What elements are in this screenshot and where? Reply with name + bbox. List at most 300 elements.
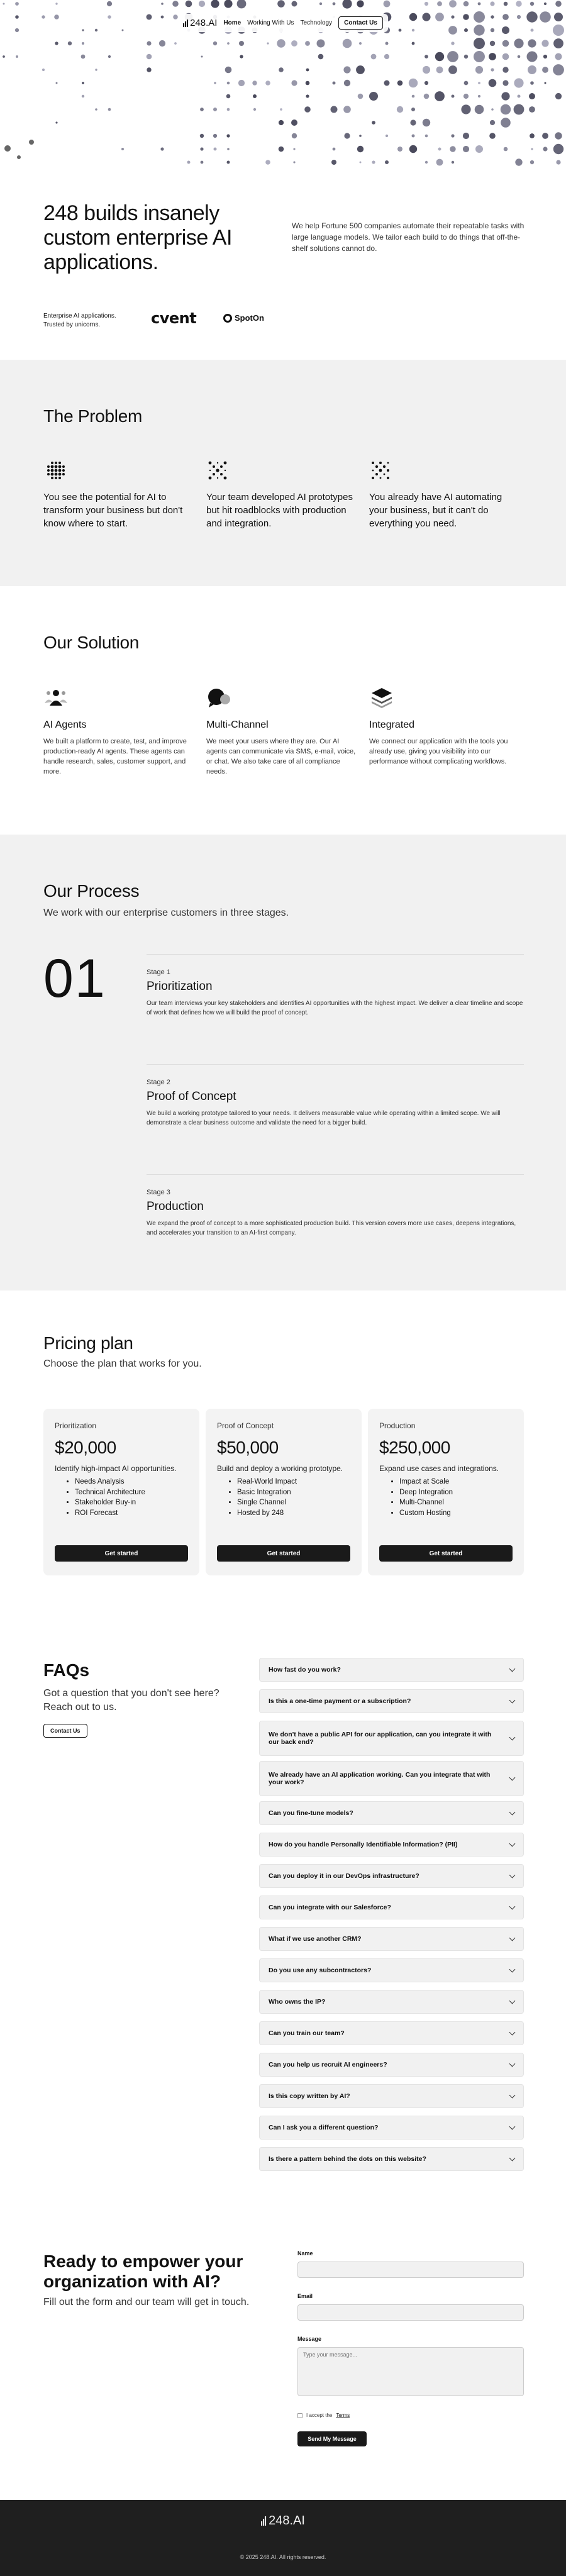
pattern-dot <box>424 94 430 99</box>
pattern-dot <box>502 53 509 60</box>
stage-title: Production <box>147 1200 204 1213</box>
plan-feature: • Technical Architecture <box>75 1487 188 1498</box>
pattern-dot <box>82 95 84 97</box>
pattern-dot <box>490 120 495 125</box>
pattern-dot <box>540 11 551 23</box>
nav-contact-button[interactable]: Contact Us <box>338 16 383 30</box>
pattern-dot <box>409 79 418 87</box>
agents-icon <box>43 687 197 708</box>
terms-checkbox[interactable] <box>297 2413 302 2418</box>
plan-description: Build and deploy a working prototype. <box>217 1464 343 1473</box>
pattern-dot <box>514 38 523 48</box>
pattern-dot <box>543 55 547 58</box>
spoton-icon <box>223 314 232 323</box>
plan-description: Identify high-impact AI opportunities. <box>55 1464 177 1473</box>
faq-question: Can I ask you a different question? <box>269 2124 379 2131</box>
pattern-dot <box>529 93 535 99</box>
faq-item[interactable] <box>259 1864 524 1888</box>
pattern-dot <box>555 93 562 99</box>
pattern-dot <box>543 147 547 151</box>
pricing-card <box>206 1409 362 1575</box>
pattern-dot <box>108 15 111 19</box>
pattern-dot <box>214 82 216 84</box>
problem-text: You see the potential for AI to transform your business but don't know where to start. <box>43 492 183 529</box>
pattern-dot <box>226 134 230 137</box>
chevron-down-icon <box>509 2061 516 2067</box>
pattern-dot <box>68 42 72 45</box>
pattern-dot <box>555 1 562 7</box>
pattern-dot <box>501 104 511 114</box>
pattern-dot <box>555 53 562 60</box>
pricing-subtitle: Choose the plan that works for you. <box>43 1358 202 1369</box>
solution-item-title: Integrated <box>369 719 415 730</box>
pattern-dot <box>530 2 534 6</box>
pattern-dot <box>491 68 494 71</box>
faq-question: Can you deploy it in our DevOps infrastructure? <box>269 1872 419 1880</box>
pattern-dot <box>213 134 217 138</box>
pattern-dot <box>317 40 325 48</box>
contact-intro <box>43 2251 257 2308</box>
pattern-dot <box>475 145 483 153</box>
pattern-dot <box>463 1 469 7</box>
pattern-dot <box>81 55 86 59</box>
pattern-dot <box>435 13 444 21</box>
chevron-down-icon <box>509 1998 516 2004</box>
nav-working-with-us[interactable]: Working With Us <box>247 19 294 26</box>
pattern-dot <box>267 42 269 44</box>
faq-item[interactable] <box>259 1801 524 1825</box>
stage-label: Stage 1 <box>147 969 170 976</box>
plan-description: Expand use cases and integrations. <box>379 1464 499 1473</box>
pattern-dot <box>318 54 324 60</box>
pattern-dot <box>478 95 480 97</box>
plan-feature: • ROI Forecast <box>75 1508 188 1519</box>
plan-feature: • Multi-Channel <box>399 1497 513 1508</box>
pattern-dot <box>514 104 524 115</box>
stage-number: 01 <box>43 948 106 1009</box>
pattern-dot <box>280 108 282 111</box>
get-started-button[interactable]: Get started <box>55 1545 188 1562</box>
pattern-dot <box>3 55 5 58</box>
faq-title: FAQs <box>43 1660 90 1680</box>
faq-item[interactable] <box>259 2053 524 2077</box>
pattern-dot <box>423 66 430 74</box>
pattern-dot <box>15 2 19 6</box>
pattern-dot <box>531 29 534 32</box>
pattern-dot <box>201 56 203 58</box>
pattern-dot <box>227 161 230 164</box>
solution-item-text: We meet your users where they are. Our AI agents can communicate via SMS, e-mail, voice, or chat. We also take care of all compliance needs. <box>206 738 356 775</box>
footer-logo-text: 248.AI <box>269 2514 305 2528</box>
pattern-dot <box>293 148 295 150</box>
pattern-dot <box>384 80 390 86</box>
pattern-dot <box>199 1 205 7</box>
pattern-dot <box>531 148 533 150</box>
stage-item <box>147 1174 524 1238</box>
pattern-dot <box>213 108 217 111</box>
pattern-dot <box>475 105 484 114</box>
pattern-dot <box>16 55 18 58</box>
pattern-dot <box>306 94 309 97</box>
faq-question: Can you help us recruit AI engineers? <box>269 2061 387 2068</box>
pattern-dot <box>82 29 84 31</box>
plan-feature: • Single Channel <box>237 1497 350 1508</box>
solution-item-text: We built a platform to create, test, and improve production-ready AI agents. These agents can handle research, sales, customer support, and more. <box>43 738 187 775</box>
pattern-dot <box>161 3 164 5</box>
plan-price: $250,000 <box>379 1438 450 1457</box>
faq-item[interactable] <box>259 2021 524 2045</box>
pattern-dot <box>530 81 534 85</box>
pattern-dot <box>293 161 295 163</box>
pattern-dot <box>357 0 363 7</box>
faq-item[interactable] <box>259 1958 524 1982</box>
trusted-text: Enterprise AI applications. Trusted by unicorns. <box>43 313 116 328</box>
pattern-dot <box>542 67 548 73</box>
faq-item[interactable] <box>259 1990 524 2014</box>
pattern-dot <box>253 108 256 111</box>
pattern-dot <box>425 55 428 58</box>
pricing-card <box>368 1409 524 1575</box>
pattern-dot <box>42 69 45 71</box>
pattern-dot <box>356 65 365 74</box>
faq-question: We already have an AI application working. Can you integrate that with your work? <box>269 1771 491 1786</box>
problem-section <box>0 360 566 586</box>
pattern-dot <box>502 80 508 86</box>
problem-text: You already have AI automating your business, but it can't do everything you need. <box>369 492 502 529</box>
pattern-dot <box>438 148 441 151</box>
footer <box>0 2500 566 2576</box>
pattern-dot <box>451 15 454 18</box>
pattern-dot <box>279 67 284 72</box>
pattern-dot <box>412 42 415 45</box>
faq-question: Can you integrate with our Salesforce? <box>269 1904 391 1911</box>
pattern-dot <box>463 14 469 20</box>
pattern-dot <box>502 14 509 20</box>
pattern-dot <box>528 39 536 47</box>
pattern-dot <box>55 42 58 45</box>
faq-question: Can you fine-tune models? <box>269 1809 353 1817</box>
pattern-dot <box>214 148 217 151</box>
pattern-dot <box>478 82 480 84</box>
faq-item[interactable] <box>259 2147 524 2171</box>
pattern-dot <box>173 14 178 19</box>
pattern-dot <box>425 2 428 6</box>
pattern-dot <box>17 155 21 159</box>
pattern-dot <box>553 38 563 48</box>
pattern-dot <box>343 39 352 48</box>
terms-link[interactable]: Terms <box>336 2412 350 2418</box>
pattern-dot <box>54 14 59 19</box>
top-nav <box>178 14 388 32</box>
pattern-dot <box>147 41 151 45</box>
pricing-title: Pricing plan <box>43 1333 133 1353</box>
pattern-dot <box>291 40 297 47</box>
faq-question: Can you train our team? <box>269 2029 345 2037</box>
contact-title: Ready to empower your organization with AI? <box>43 2251 243 2292</box>
pattern-dot <box>344 80 350 86</box>
x-dots-icon <box>206 460 357 482</box>
pattern-dot <box>553 64 564 75</box>
faq-item[interactable] <box>259 1896 524 1919</box>
pattern-dot <box>292 1 297 7</box>
pattern-dot <box>331 106 338 113</box>
pattern-dot <box>371 54 377 60</box>
pattern-dot <box>409 145 417 153</box>
pattern-dot <box>55 3 57 4</box>
process-subtitle: We work with our enterprise customers in three stages. <box>43 908 289 918</box>
pattern-dot <box>448 26 457 35</box>
pattern-dot <box>449 0 457 8</box>
pattern-dot <box>436 159 443 166</box>
pattern-dot <box>385 160 389 164</box>
plan-features <box>55 1477 188 1519</box>
pattern-dot <box>386 135 388 137</box>
chevron-down-icon <box>509 1735 516 1741</box>
pattern-dot <box>489 53 496 60</box>
pattern-dot <box>343 66 350 73</box>
pattern-dot <box>474 25 484 35</box>
pattern-dot <box>463 133 469 139</box>
solution-item <box>369 687 523 767</box>
email-label: Email <box>297 2293 313 2299</box>
email-field[interactable] <box>297 2304 524 2321</box>
pattern-dot <box>491 15 494 18</box>
pattern-dot <box>553 144 563 154</box>
pricing-card <box>43 1409 199 1575</box>
pattern-dot <box>186 1 192 8</box>
nav-technology[interactable]: Technology <box>300 19 333 26</box>
solution-item-text: We connect our application with the tools you already use, giving you visibility into our performance without complicating workflows. <box>369 738 508 765</box>
pattern-dot <box>3 3 5 5</box>
pattern-dot <box>82 42 84 45</box>
pattern-dot <box>252 80 257 85</box>
footer-logo[interactable] <box>261 2514 305 2528</box>
get-started-button[interactable]: Get started <box>379 1545 513 1562</box>
contact-subtitle: Fill out the form and our team will get in touch. <box>43 2297 250 2308</box>
pattern-dot <box>436 67 443 74</box>
pattern-dot <box>515 158 522 165</box>
pattern-dot <box>530 133 535 138</box>
pattern-dot <box>360 162 362 164</box>
pattern-dot <box>291 119 297 126</box>
faq-item[interactable] <box>259 1658 524 1682</box>
pattern-dot <box>528 65 536 74</box>
pattern-dot <box>490 1 494 6</box>
stage-item <box>147 1064 524 1128</box>
pattern-dot <box>161 16 164 19</box>
pattern-dot <box>501 92 509 100</box>
faq-question: We don't have a public API for our application, can you integrate it with our back end? <box>269 1731 492 1746</box>
pattern-dot <box>159 40 165 47</box>
chevron-down-icon <box>509 2029 516 2036</box>
pattern-dot <box>553 25 564 36</box>
pattern-dot <box>265 80 270 86</box>
pattern-dot <box>461 104 470 114</box>
pattern-dot <box>452 161 454 164</box>
pattern-dot <box>200 134 204 138</box>
pattern-dot <box>95 29 97 31</box>
pattern-dot <box>451 42 454 45</box>
pattern-dot <box>447 51 458 62</box>
name-field[interactable] <box>297 2262 524 2278</box>
pattern-dot <box>253 94 257 98</box>
pattern-dot <box>544 3 547 5</box>
plan-feature: • Basic Integration <box>237 1487 350 1498</box>
pattern-dot <box>372 121 375 125</box>
chevron-down-icon <box>509 1697 516 1704</box>
solution-item <box>206 687 360 777</box>
faq-item[interactable] <box>259 1761 524 1796</box>
problem-text: Your team developed AI prototypes but hit roadblocks with production and integration. <box>206 492 353 529</box>
pattern-dot <box>42 15 45 18</box>
pattern-dot <box>489 133 496 139</box>
solution-item-title: AI Agents <box>43 719 87 730</box>
plan-feature: • Impact at Scale <box>399 1477 513 1487</box>
pattern-dot <box>240 55 243 58</box>
chat-icon <box>206 687 360 708</box>
pattern-dot <box>474 11 485 23</box>
chevron-down-icon <box>509 1809 516 1816</box>
pattern-dot <box>239 41 244 46</box>
chevron-down-icon <box>509 2155 516 2162</box>
pattern-dot <box>489 79 497 87</box>
pattern-dot <box>502 26 509 34</box>
pattern-dot <box>357 146 363 152</box>
hero-title: 248 builds insanely custom enterprise AI applications. <box>43 201 232 275</box>
solution-item-title: Multi-Channel <box>206 719 269 730</box>
pattern-dot <box>174 42 177 45</box>
pattern-dot <box>518 55 521 58</box>
pattern-dot <box>474 38 485 49</box>
pattern-dot <box>95 108 97 111</box>
faq-item[interactable] <box>259 1927 524 1951</box>
faq-item[interactable] <box>259 2084 524 2108</box>
pattern-dot <box>491 28 494 32</box>
stage-title: Prioritization <box>147 980 213 993</box>
pattern-dot <box>425 135 428 138</box>
pattern-dot <box>475 66 483 74</box>
chevron-down-icon <box>509 1935 516 1941</box>
pattern-dot <box>29 140 34 145</box>
pattern-dot <box>265 160 270 165</box>
terms-text: I accept the <box>306 2412 333 2418</box>
problem-title: The Problem <box>43 406 142 426</box>
pattern-dot <box>108 55 111 58</box>
chevron-down-icon <box>509 1904 516 1910</box>
logo[interactable] <box>183 18 217 28</box>
problem-item <box>369 460 520 530</box>
pattern-dot <box>213 42 217 45</box>
nav-home[interactable]: Home <box>223 19 241 26</box>
message-field[interactable]: Type your message... <box>297 2347 524 2396</box>
chevron-down-icon <box>509 1775 516 1781</box>
pattern-dot <box>279 147 284 152</box>
faq-intro <box>43 1660 232 1738</box>
pattern-dot <box>527 52 538 62</box>
faq-item[interactable] <box>259 1721 524 1756</box>
pattern-dot <box>331 160 336 165</box>
solution-item <box>43 687 197 777</box>
chevron-down-icon <box>509 1841 516 1847</box>
spoton-text: SpotOn <box>235 313 264 323</box>
pattern-dot <box>464 81 469 86</box>
problem-item <box>43 460 194 530</box>
pattern-dot <box>452 95 455 98</box>
pattern-dot <box>211 0 219 8</box>
plan-feature: • Custom Hosting <box>399 1508 513 1519</box>
pattern-dot <box>359 135 362 137</box>
pattern-dot <box>384 54 389 59</box>
pattern-dot <box>490 41 495 46</box>
pattern-dot <box>369 92 378 101</box>
pattern-dot <box>516 1 521 6</box>
faq-contact-button[interactable]: Contact Us <box>43 1724 87 1738</box>
problem-item <box>206 460 357 530</box>
pattern-dot <box>450 146 455 152</box>
faq-item[interactable] <box>259 2116 524 2140</box>
pattern-dot <box>423 119 430 126</box>
solution-title: Our Solution <box>43 633 140 652</box>
plan-feature: • Deep Integration <box>399 1487 513 1498</box>
plan-price: $50,000 <box>217 1438 279 1457</box>
faq-question: Do you use any subcontractors? <box>269 1967 372 1974</box>
hero-header <box>0 0 566 176</box>
pattern-dot <box>451 134 454 137</box>
faq-item[interactable] <box>259 1689 524 1713</box>
stage-text: We expand the proof of concept to a more sophisticated production build. This version covers more use cases, deepens integrations, and accelerates your transition to an AI-first company. <box>147 1220 516 1236</box>
pattern-dot <box>333 82 336 85</box>
pattern-dot <box>435 91 445 101</box>
plan-name: Proof of Concept <box>217 1421 274 1430</box>
stage-label: Stage 2 <box>147 1079 170 1086</box>
logo-text: 248.AI <box>190 18 218 28</box>
plan-feature: • Stakeholder Buy-in <box>75 1497 188 1508</box>
layers-icon <box>369 687 523 708</box>
plan-features <box>379 1477 513 1519</box>
pattern-dot <box>82 82 84 84</box>
pattern-dot <box>517 15 521 19</box>
faq-item[interactable] <box>259 1833 524 1857</box>
get-started-button[interactable]: Get started <box>217 1545 350 1562</box>
faq-question: Is this a one-time payment or a subscription? <box>269 1697 411 1705</box>
faq-question: Who owns the IP? <box>269 1998 326 2006</box>
pattern-dot <box>384 1 391 8</box>
pattern-dot <box>397 147 402 152</box>
logo-icon <box>261 2516 266 2526</box>
send-message-button[interactable]: Send My Message <box>297 2431 367 2446</box>
pattern-dot <box>518 95 521 98</box>
pattern-dot <box>306 81 310 86</box>
pattern-dot <box>358 94 363 99</box>
pattern-dot <box>227 82 230 85</box>
pattern-dot <box>15 28 19 32</box>
stage-title: Proof of Concept <box>147 1090 236 1103</box>
pattern-dot <box>478 3 481 6</box>
pattern-dot <box>225 67 232 74</box>
pattern-dot <box>545 82 547 84</box>
pattern-dot <box>425 161 428 164</box>
pattern-dot <box>514 78 523 87</box>
pattern-dot <box>372 160 375 164</box>
pattern-dot <box>277 39 285 47</box>
pattern-dot <box>172 1 179 7</box>
chevron-down-icon <box>509 1872 516 1879</box>
stage-item <box>147 954 524 1018</box>
message-label: Message <box>297 2336 322 2342</box>
pattern-dot <box>319 3 322 5</box>
plan-price: $20,000 <box>55 1438 116 1457</box>
pattern-dot <box>279 120 284 125</box>
